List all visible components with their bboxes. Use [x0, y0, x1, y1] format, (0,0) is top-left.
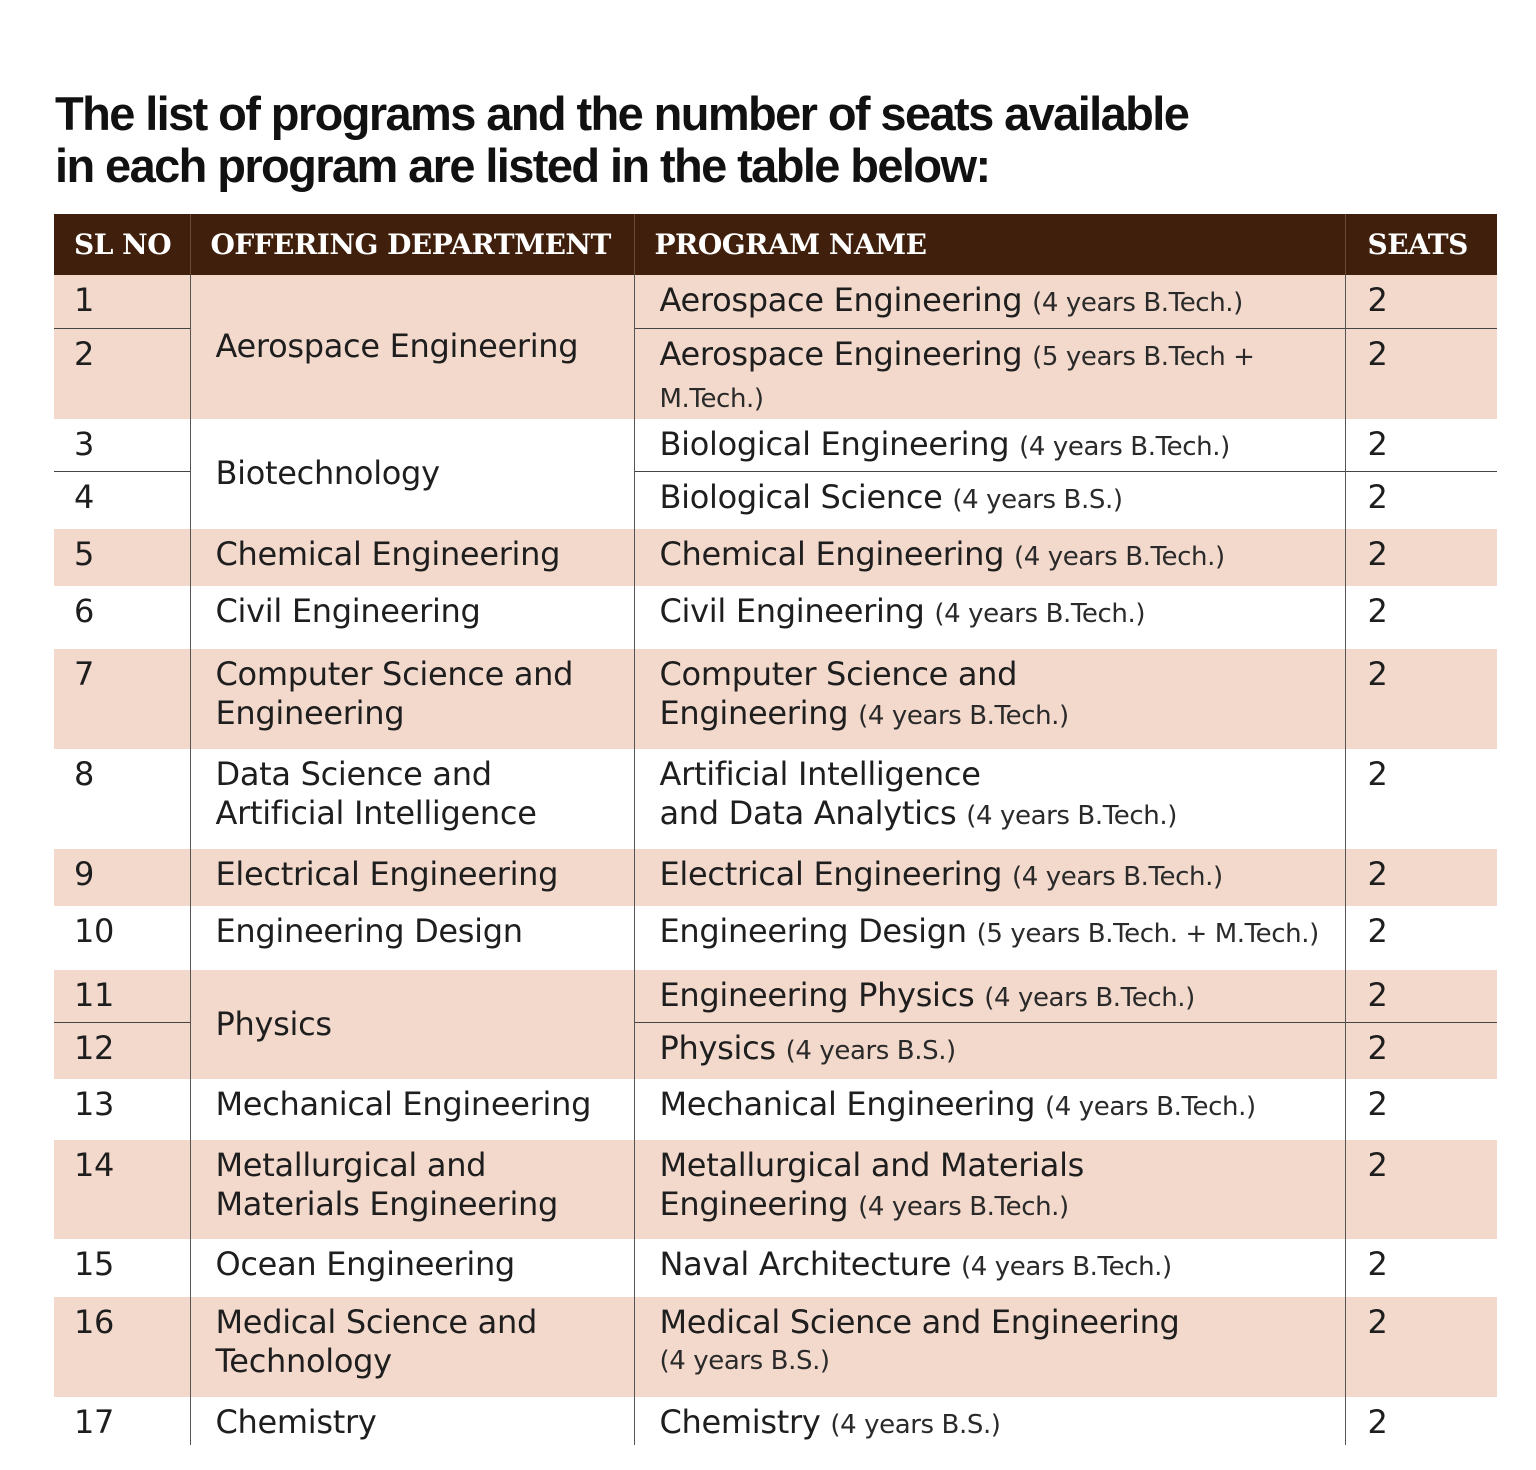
department-name: Physics — [215, 1004, 332, 1043]
program-duration: (4 years B.Tech.) — [1014, 541, 1225, 572]
program-name-line: Artificial Intelligence — [659, 754, 981, 793]
department-cell — [190, 1397, 634, 1445]
department-name-line: Medical Science and — [215, 1302, 537, 1341]
program-cell — [634, 970, 1345, 1023]
sl-no-cell: 12 — [54, 1023, 190, 1079]
sl-no-cell: 6 — [54, 586, 190, 649]
heading-line-1: The list of programs and the number of seats available — [55, 87, 1189, 140]
department-cell — [190, 275, 634, 419]
header-sl-no: SL NO — [54, 214, 190, 275]
sl-no-cell: 11 — [54, 970, 190, 1023]
department-name: Chemical Engineering — [215, 534, 561, 573]
program-name: Civil Engineering — [659, 591, 925, 630]
department-cell — [190, 1079, 634, 1140]
program-duration: (4 years B.Tech.) — [961, 1251, 1172, 1282]
program-cell — [634, 472, 1345, 529]
program-name: Chemistry — [659, 1402, 821, 1441]
program-name-line: Medical Science and Engineering — [659, 1302, 1180, 1341]
programs-table — [54, 214, 1497, 1445]
department-cell — [190, 749, 634, 849]
program-duration: (4 years B.S.) — [785, 1036, 956, 1066]
department-name: Engineering Design — [215, 911, 523, 950]
department-cell — [190, 1297, 634, 1397]
sl-no-cell: 5 — [54, 529, 190, 586]
program-name-line: Computer Science and — [659, 654, 1018, 693]
department-cell — [190, 906, 634, 970]
program-duration: (4 years B.Tech.) — [858, 1191, 1069, 1222]
department-cell — [190, 529, 634, 586]
seats-cell: 2 — [1345, 1140, 1497, 1239]
seats-cell: 2 — [1345, 1079, 1497, 1140]
table-row — [54, 1079, 1497, 1140]
program-name: Biological Science — [659, 478, 943, 516]
table-row — [54, 1140, 1497, 1239]
sl-no-cell: 16 — [54, 1297, 190, 1397]
program-duration: (4 years B.Tech.) — [1032, 288, 1243, 318]
program-cell — [634, 328, 1345, 419]
sl-no-cell: 4 — [54, 472, 190, 529]
program-duration: (4 years B.Tech.) — [1012, 861, 1223, 892]
program-name: Physics — [659, 1029, 776, 1067]
department-name: Mechanical Engineering — [215, 1084, 592, 1123]
department-name: Ocean Engineering — [215, 1244, 515, 1283]
program-cell — [634, 586, 1345, 649]
table-row — [54, 1239, 1497, 1297]
seats-cell: 2 — [1345, 1239, 1497, 1297]
department-cell — [190, 970, 634, 1079]
seats-cell: 2 — [1345, 472, 1497, 529]
seats-cell: 2 — [1345, 419, 1497, 472]
program-duration: (4 years B.Tech.) — [966, 800, 1177, 831]
program-duration: (5 years B.Tech + M.Tech.) — [659, 341, 1255, 414]
program-name-line: and Data Analytics — [659, 793, 957, 832]
program-cell — [634, 849, 1345, 906]
program-name-line: Engineering — [659, 1184, 849, 1223]
heading-line-2: in each program are listed in the table below: — [55, 139, 990, 192]
sl-no-cell: 13 — [54, 1079, 190, 1140]
program-cell — [634, 529, 1345, 586]
table-row — [54, 419, 1497, 472]
sl-no-cell: 10 — [54, 906, 190, 970]
program-duration: (4 years B.S.) — [830, 1409, 1001, 1440]
seats-cell: 2 — [1345, 906, 1497, 970]
department-cell — [190, 1140, 634, 1239]
program-duration: (4 years B.Tech.) — [1045, 1091, 1256, 1122]
seats-cell: 2 — [1345, 1023, 1497, 1079]
department-cell — [190, 419, 634, 529]
program-name-line: Metallurgical and Materials — [659, 1145, 1085, 1184]
program-name: Biological Engineering — [659, 424, 1010, 463]
program-cell — [634, 649, 1345, 749]
department-name-line: Artificial Intelligence — [215, 793, 537, 832]
department-name-line: Materials Engineering — [215, 1184, 559, 1223]
department-name: Aerospace Engineering — [215, 327, 579, 366]
seats-cell: 2 — [1345, 529, 1497, 586]
department-name: Electrical Engineering — [215, 854, 559, 893]
seats-cell: 2 — [1345, 649, 1497, 749]
seats-cell: 2 — [1345, 970, 1497, 1023]
table-row — [54, 1297, 1497, 1397]
page-heading — [55, 88, 1355, 192]
department-name: Civil Engineering — [215, 591, 481, 630]
department-name-line: Technology — [215, 1341, 392, 1380]
department-name-line: Engineering — [215, 693, 405, 732]
program-cell — [634, 1079, 1345, 1140]
table-row — [54, 586, 1497, 649]
table-row — [54, 849, 1497, 906]
seats-cell: 2 — [1345, 849, 1497, 906]
sl-no-cell: 17 — [54, 1397, 190, 1445]
sl-no-cell: 15 — [54, 1239, 190, 1297]
sl-no-cell: 2 — [54, 328, 190, 419]
department-cell — [190, 586, 634, 649]
table-row — [54, 275, 1497, 328]
program-duration: (4 years B.Tech.) — [934, 598, 1146, 629]
program-name: Mechanical Engineering — [659, 1084, 1036, 1123]
program-cell — [634, 1023, 1345, 1079]
header-offering-department: OFFERING DEPARTMENT — [190, 214, 634, 275]
table-header — [54, 214, 1497, 275]
seats-cell: 2 — [1345, 586, 1497, 649]
program-name-line: Engineering — [659, 693, 849, 732]
program-name: Engineering Design — [659, 911, 967, 950]
header-program-name: PROGRAM NAME — [634, 214, 1345, 275]
table-row — [54, 749, 1497, 849]
sl-no-cell: 3 — [54, 419, 190, 472]
program-cell — [634, 275, 1345, 328]
sl-no-cell: 1 — [54, 275, 190, 328]
program-name: Chemical Engineering — [659, 534, 1005, 573]
seats-cell: 2 — [1345, 328, 1497, 419]
program-cell — [634, 1297, 1345, 1397]
program-duration: (4 years B.S.) — [659, 1345, 830, 1376]
program-name: Engineering Physics — [659, 975, 975, 1014]
program-cell — [634, 1140, 1345, 1239]
table-row — [54, 906, 1497, 970]
table-row — [54, 649, 1497, 749]
program-duration: (4 years B.Tech.) — [1019, 431, 1230, 462]
sl-no-cell: 7 — [54, 649, 190, 749]
program-duration: (4 years B.S.) — [952, 485, 1123, 515]
table-row — [54, 970, 1497, 1023]
program-name: Electrical Engineering — [659, 854, 1003, 893]
header-seats: SEATS — [1345, 214, 1497, 275]
program-cell — [634, 419, 1345, 472]
department-name: Biotechnology — [215, 454, 440, 492]
program-cell — [634, 749, 1345, 849]
sl-no-cell: 9 — [54, 849, 190, 906]
sl-no-cell: 8 — [54, 749, 190, 849]
program-duration: (4 years B.Tech.) — [984, 982, 1195, 1013]
seats-cell: 2 — [1345, 749, 1497, 849]
seats-cell: 2 — [1345, 1397, 1497, 1445]
program-name: Naval Architecture — [659, 1244, 952, 1283]
program-cell — [634, 906, 1345, 970]
sl-no-cell: 14 — [54, 1140, 190, 1239]
program-duration: (4 years B.Tech.) — [858, 700, 1069, 731]
seats-cell: 2 — [1345, 1297, 1497, 1397]
table-row — [54, 1397, 1497, 1445]
seats-cell: 2 — [1345, 275, 1497, 328]
program-name: Aerospace Engineering — [659, 334, 1023, 373]
program-duration: (5 years B.Tech. + M.Tech.) — [976, 918, 1319, 949]
department-cell — [190, 849, 634, 906]
department-name: Chemistry — [215, 1402, 377, 1441]
department-cell — [190, 1239, 634, 1297]
department-name-line: Data Science and — [215, 754, 492, 793]
department-name-line: Computer Science and — [215, 654, 574, 693]
program-cell — [634, 1239, 1345, 1297]
department-name-line: Metallurgical and — [215, 1145, 487, 1184]
program-cell — [634, 1397, 1345, 1445]
table-row — [54, 529, 1497, 586]
department-cell — [190, 649, 634, 749]
program-name: Aerospace Engineering — [659, 281, 1023, 319]
